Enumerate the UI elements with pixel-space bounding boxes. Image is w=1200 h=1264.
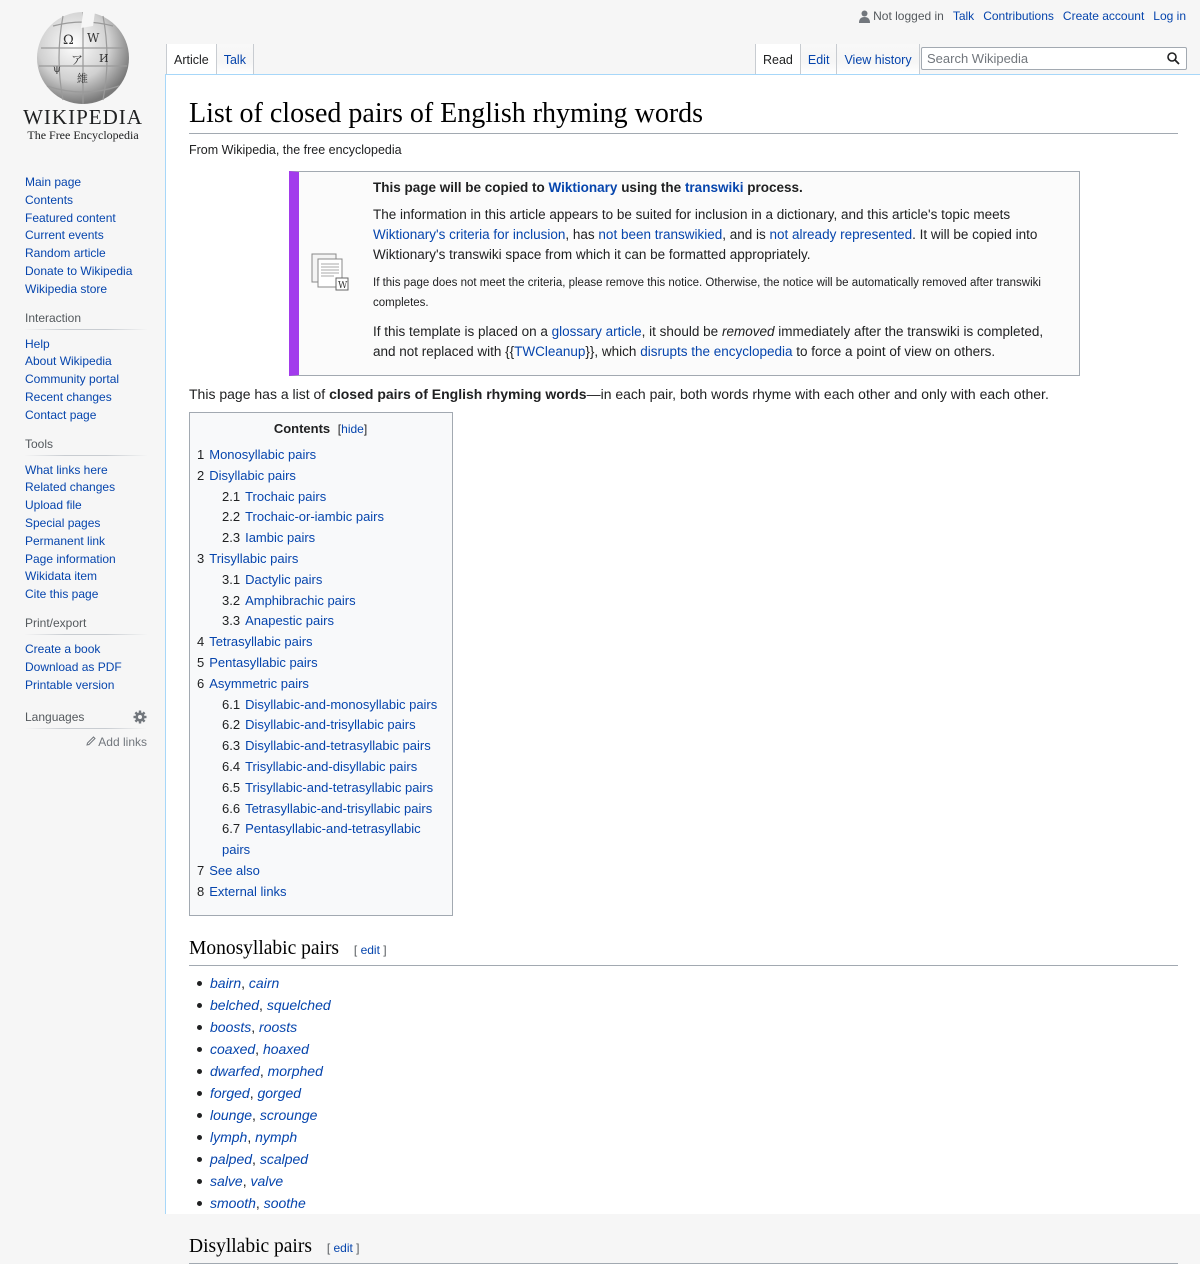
toc-number: 2.3: [222, 530, 241, 546]
edit-section-monosyllabic: [ edit ]: [353, 942, 387, 957]
toc-item[interactable]: [197, 632, 444, 653]
sidebar-heading-print-export: Print/export: [25, 616, 147, 635]
toc-link[interactable]: [197, 676, 309, 691]
toc-number: 8: [197, 883, 205, 899]
toc-link[interactable]: [222, 530, 315, 545]
toc-label: Trochaic-or-iambic pairs: [245, 509, 385, 525]
section-heading-monosyllabic: Monosyllabic pairs [ edit ]: [189, 936, 1178, 966]
toc-number: 3.1: [222, 571, 241, 587]
svg-text:Ω: Ω: [63, 33, 74, 48]
rhyme-word-link[interactable]: bairn: [210, 974, 242, 991]
toc-item[interactable]: [197, 507, 444, 528]
toc-item[interactable]: [197, 466, 444, 487]
wiktionary-link[interactable]: Wiktionary: [548, 180, 618, 195]
toc-label: Iambic pairs: [245, 530, 316, 546]
view-tabs: [755, 44, 920, 74]
toc-item[interactable]: [197, 611, 444, 632]
tab-talk[interactable]: Talk: [217, 44, 254, 74]
rhyme-word-link[interactable]: coaxed: [210, 1040, 256, 1057]
svg-text:ア: ア: [71, 53, 84, 67]
list-item: lymph, nymph: [210, 1126, 1178, 1148]
search-button[interactable]: [1161, 48, 1185, 69]
toc-item[interactable]: [197, 695, 444, 716]
toc-number: 6.6: [222, 800, 241, 816]
list-item: salve, valve: [210, 1170, 1178, 1192]
toc-number: 2.2: [222, 509, 241, 525]
sidebar-print-export: [0, 616, 165, 694]
toc-link[interactable]: [197, 884, 287, 899]
rhyme-word-link[interactable]: nymph: [255, 1128, 298, 1145]
toc-link[interactable]: [222, 593, 356, 608]
toc-item[interactable]: [197, 674, 444, 695]
sidebar-item-wikidata-item[interactable]: Wikidata item: [25, 569, 98, 584]
contributions-link[interactable]: Contributions: [983, 9, 1054, 23]
toc-item[interactable]: [197, 570, 444, 591]
toc-item[interactable]: [197, 445, 444, 466]
sidebar-item-what-links-here[interactable]: What links here: [25, 462, 108, 477]
twcleanup-link[interactable]: TWCleanup: [514, 344, 586, 359]
toc-link[interactable]: [222, 613, 334, 628]
toc-number: 3.3: [222, 613, 241, 629]
sidebar-item-special-pages[interactable]: Special pages: [25, 515, 101, 530]
notice-glossary: If this template is placed on a glossary article, it should be removed immediately after the transwiki is completed, and not replaced with {{TWCleanup}}, which disrupts the encyclopedia to force a point of view on others.: [373, 324, 1044, 359]
notice-small-text: If this page does not meet the criteria, please remove this notice. Otherwise, the notice will be automatically removed after transwiki completes.: [373, 277, 1041, 309]
edit-link[interactable]: edit: [360, 942, 380, 957]
notice-description: The information in this article appears to be suited for inclusion in a dictionary, and this article's topic meets Wiktionary's criteria for inclusion, has not been transwikied, and is not already represented. It will be copied into Wiktionary's transwiki space from which it can be formatted appropriately.: [373, 207, 1038, 262]
toc-item[interactable]: [197, 861, 444, 882]
sidebar-heading-languages: Languages: [25, 710, 147, 724]
talk-link[interactable]: Talk: [952, 9, 975, 23]
rhyme-word-link[interactable]: dwarfed: [210, 1062, 260, 1079]
toc-list: [197, 445, 444, 903]
wordmark: WIKIPEDIA: [23, 105, 143, 129]
personal-tools: [859, 9, 1186, 23]
log-in-link[interactable]: Log in: [1153, 9, 1186, 23]
toc-link[interactable]: [197, 863, 260, 878]
tab-read[interactable]: Read: [755, 44, 801, 74]
search-box: [921, 47, 1187, 70]
create-account-link[interactable]: Create account: [1062, 9, 1145, 23]
toc-number: 2: [197, 467, 205, 483]
sidebar-item-current-events[interactable]: Current events: [25, 228, 104, 243]
rhyme-word-link[interactable]: salve: [210, 1172, 243, 1189]
notice-image-cell: [299, 174, 361, 369]
toc-item[interactable]: [197, 799, 444, 820]
toc-item[interactable]: [197, 528, 444, 549]
document-copy-icon: [310, 252, 350, 292]
list-item: dwarfed, morphed: [210, 1060, 1178, 1082]
rhyme-word-link[interactable]: palped: [210, 1150, 253, 1167]
toc-number: 4: [197, 634, 205, 650]
toc-link[interactable]: [222, 717, 416, 732]
page-title: List of closed pairs of English rhyming words: [189, 97, 1178, 134]
svg-text:W: W: [87, 31, 100, 45]
rhyme-word-link[interactable]: valve: [250, 1172, 284, 1189]
toc-item[interactable]: [197, 882, 444, 903]
toc-item[interactable]: [197, 778, 444, 799]
toc-label: Disyllabic-and-tetrasyllabic pairs: [245, 738, 431, 754]
toc-number: 6.3: [222, 738, 241, 754]
rhyme-word-link[interactable]: gorged: [257, 1084, 302, 1101]
sidebar-item-download-pdf[interactable]: Download as PDF: [25, 659, 122, 674]
sidebar-item-recent-changes[interactable]: Recent changes: [25, 389, 112, 404]
sidebar-item-random-article[interactable]: Random article: [25, 246, 106, 261]
sidebar-item-contents[interactable]: Contents: [25, 192, 74, 207]
toc-number: 6.4: [222, 758, 241, 774]
toc-label: Dactylic pairs: [245, 571, 323, 587]
sidebar-navigation: [0, 174, 165, 299]
transwiki-link[interactable]: transwiki: [684, 180, 744, 195]
toc-link[interactable]: [222, 572, 322, 587]
sidebar-item-printable-version[interactable]: Printable version: [25, 677, 115, 692]
disrupts-link[interactable]: disrupts the encyclopedia: [640, 344, 793, 359]
intro-paragraph: This page has a list of closed pairs of English rhyming words—in each pair, both words rhyme with each other and only with each other.: [189, 386, 1049, 402]
toc-label: Pentasyllabic pairs: [209, 654, 318, 670]
add-links[interactable]: Add links: [25, 735, 147, 749]
sidebar-languages: [0, 710, 165, 749]
list-item: forged, gorged: [210, 1082, 1178, 1104]
svg-text:ψ: ψ: [53, 64, 61, 75]
rhyme-word-link[interactable]: boosts: [210, 1018, 252, 1035]
wikipedia-logo[interactable]: [18, 8, 148, 148]
sidebar-item-featured-content[interactable]: Featured content: [25, 210, 116, 225]
toc-number: 2.1: [222, 488, 241, 504]
tagline: The Free Encyclopedia: [27, 128, 139, 142]
namespace-tabs: [166, 44, 254, 74]
toc-link[interactable]: [197, 447, 316, 462]
rhyme-word-link[interactable]: roosts: [259, 1018, 298, 1035]
rhyme-word-link[interactable]: hoaxed: [262, 1040, 309, 1057]
toc-label: Disyllabic-and-trisyllabic pairs: [245, 717, 416, 733]
toc-label: External links: [209, 883, 287, 899]
toc-link[interactable]: [222, 509, 384, 524]
rhyme-word-link[interactable]: forged: [210, 1084, 250, 1101]
toc-label: Pentasyllabic-and-tetrasyllabic pairs: [222, 821, 421, 858]
toc-number: 5: [197, 654, 205, 670]
search-input[interactable]: [925, 49, 1161, 69]
toc-item[interactable]: [197, 819, 444, 861]
toc-link[interactable]: [222, 801, 432, 816]
sidebar-item-community-portal[interactable]: Community portal: [25, 372, 120, 387]
list-item: lounge, scrounge: [210, 1104, 1178, 1126]
toc-item[interactable]: [197, 487, 444, 508]
toc-link[interactable]: [222, 489, 326, 504]
sidebar-interaction: [0, 311, 165, 425]
not-logged-in: Not logged in: [859, 9, 944, 23]
sidebar-item-help[interactable]: Help: [25, 336, 50, 351]
toc-number: 6.2: [222, 717, 241, 733]
sidebar: [0, 170, 165, 761]
sidebar-item-about[interactable]: About Wikipedia: [25, 354, 112, 369]
toc-label: Disyllabic-and-monosyllabic pairs: [245, 696, 438, 712]
section-heading-disyllabic: Disyllabic pairs [ edit ]: [189, 1234, 1178, 1264]
toc-label: Asymmetric pairs: [209, 675, 309, 691]
tab-view-history[interactable]: View history: [837, 44, 919, 74]
not-represented-link[interactable]: not already represented: [769, 227, 913, 242]
toc-link[interactable]: [222, 821, 421, 857]
sidebar-tools: [0, 437, 165, 604]
rhyme-word-link[interactable]: squelched: [266, 996, 331, 1013]
sidebar-item-related-changes[interactable]: Related changes: [25, 480, 116, 495]
glossary-article-link[interactable]: glossary article: [551, 324, 642, 339]
toc-label: Anapestic pairs: [245, 613, 334, 629]
toc-label: Trisyllabic-and-disyllabic pairs: [245, 758, 418, 774]
sidebar-item-upload-file[interactable]: Upload file: [25, 498, 82, 513]
sidebar-item-store[interactable]: Wikipedia store: [25, 281, 108, 296]
toc-item[interactable]: [197, 549, 444, 570]
toc-label: Trochaic pairs: [245, 488, 327, 504]
rhyme-word-link[interactable]: lymph: [210, 1128, 248, 1145]
toc-title: Contents [hide]: [273, 421, 368, 436]
table-of-contents: [189, 412, 453, 916]
tab-article[interactable]: Article: [166, 44, 217, 74]
toc-label: Amphibrachic pairs: [245, 592, 356, 608]
edit-section-disyllabic: [ edit ]: [326, 1240, 360, 1255]
tab-edit[interactable]: Edit: [801, 44, 838, 74]
toc-link[interactable]: [222, 697, 437, 712]
list-item: bairn, cairn: [210, 972, 1178, 994]
sidebar-item-page-information[interactable]: Page information: [25, 551, 116, 566]
sidebar-item-create-book[interactable]: Create a book: [25, 641, 101, 656]
rhyme-word-link[interactable]: soothe: [263, 1194, 306, 1211]
toc-item[interactable]: [197, 736, 444, 757]
site-sub: From Wikipedia, the free encyclopedia: [189, 143, 402, 157]
monosyllabic-pairs-list: [189, 972, 1178, 1214]
toc-label: Tetrasyllabic pairs: [209, 634, 313, 650]
toc-link[interactable]: [197, 655, 318, 670]
rhyme-word-link[interactable]: scalped: [259, 1150, 309, 1167]
svg-text:И: И: [99, 52, 109, 65]
toc-label: See also: [209, 862, 260, 878]
toc-number: 3: [197, 550, 205, 566]
sidebar-item-main-page[interactable]: Main page: [25, 175, 82, 189]
rhyme-word-link[interactable]: smooth: [210, 1194, 256, 1211]
toc-item[interactable]: [197, 757, 444, 778]
sidebar-heading-tools: Tools: [25, 437, 147, 456]
toc-link[interactable]: [197, 634, 313, 649]
globe-icon: [33, 8, 133, 108]
list-item: palped, scalped: [210, 1148, 1178, 1170]
toc-number: 6.1: [222, 696, 241, 712]
rhyme-word-link[interactable]: lounge: [210, 1106, 253, 1123]
edit-link[interactable]: edit: [333, 1240, 353, 1255]
list-item: coaxed, hoaxed: [210, 1038, 1178, 1060]
toc-toggle: [hide]: [337, 422, 368, 436]
list-item: boosts, roosts: [210, 1016, 1178, 1038]
list-item: belched, squelched: [210, 994, 1178, 1016]
transwiki-notice: [289, 171, 1080, 376]
toc-number: 6.5: [222, 779, 241, 795]
rhyme-word-link[interactable]: morphed: [267, 1062, 323, 1079]
toc-link[interactable]: [197, 468, 296, 483]
svg-text:W: W: [338, 280, 348, 291]
user-icon: [859, 10, 870, 23]
pencil-icon: [86, 736, 96, 746]
content: [165, 74, 1200, 1257]
toc-link[interactable]: [222, 780, 433, 795]
criteria-link[interactable]: Wiktionary's criteria for inclusion: [373, 227, 566, 242]
notice-text: [361, 174, 1079, 369]
toc-number: 6: [197, 675, 205, 691]
gear-icon[interactable]: [133, 710, 147, 724]
toc-item[interactable]: [197, 591, 444, 612]
toc-link[interactable]: [222, 759, 417, 774]
toc-label: Monosyllabic pairs: [209, 447, 317, 462]
svg-text:維: 維: [77, 72, 88, 85]
toc-link[interactable]: [222, 738, 431, 753]
toc-number: 3.2: [222, 592, 241, 608]
toc-item[interactable]: [197, 653, 444, 674]
toc-label: Trisyllabic pairs: [209, 550, 299, 566]
not-transwikied-link[interactable]: not been transwikied: [598, 227, 723, 242]
toc-label: Disyllabic pairs: [209, 467, 296, 483]
toc-hide-link[interactable]: hide: [341, 422, 364, 436]
sidebar-item-donate[interactable]: Donate to Wikipedia: [25, 263, 133, 278]
toc-number: 1: [197, 447, 205, 462]
sidebar-item-permanent-link[interactable]: Permanent link: [25, 533, 106, 548]
toc-item[interactable]: [197, 715, 444, 736]
rhyme-word-link[interactable]: belched: [210, 996, 260, 1013]
sidebar-item-contact-page[interactable]: Contact page: [25, 407, 97, 422]
sidebar-item-cite-this-page[interactable]: Cite this page: [25, 587, 99, 602]
sidebar-heading-interaction: Interaction: [25, 311, 147, 330]
toc-label: Tetrasyllabic-and-trisyllabic pairs: [245, 800, 433, 816]
toc-link[interactable]: [197, 551, 298, 566]
toc-label: Trisyllabic-and-tetrasyllabic pairs: [245, 779, 434, 795]
list-item: smooth, soothe: [210, 1192, 1178, 1214]
rhyme-word-link[interactable]: scrounge: [259, 1106, 318, 1123]
toc-number: 6.7: [222, 821, 241, 837]
toc-number: 7: [197, 862, 205, 878]
rhyme-word-link[interactable]: cairn: [248, 974, 280, 991]
notice-heading: This page will be copied to Wiktionary using the transwiki process.: [373, 180, 803, 195]
search-icon: [1167, 52, 1180, 65]
